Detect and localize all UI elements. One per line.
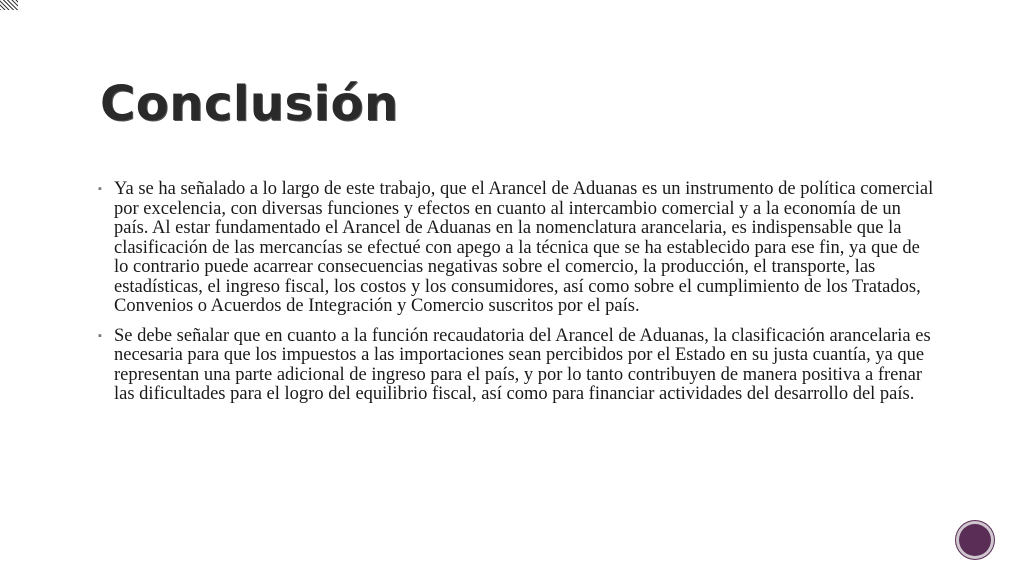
bullet-text: Ya se ha señalado a lo largo de este trabajo, que el Arancel de Aduanas es un instrumento de política comercial por excelencia, con diversas funciones y efectos en cuanto al intercambio comercial y a la economía de un país. Al estar fundamentado el Arancel de Aduanas en la nomenclatura arancelaria, es indispensable que la clasificación de las mercancías se efectué con apego a la técnica que se ha establecido para ese fin, ya que de lo contrario puede acarrear consecuencias negativas sobre el comercio, la producción, el transporte, las estadísticas, el ingreso fiscal, los costos y los consumidores, así como sobre el cumplimiento de los Tratados, Convenios o Acuerdos de Integración y Comercio suscritos por el país. bbox=[114, 179, 934, 316]
bullet-item bbox=[96, 180, 936, 317]
slide-number-badge bbox=[956, 521, 994, 559]
bullet-text: Se debe señalar que en cuanto a la función recaudatoria del Arancel de Aduanas, la clasificación arancelaria es necesaria para que los impuestos a las importaciones sean percibidos por el Estado en su justa cuantía, ya que representan una parte adicional de ingreso para el país, y por lo tanto contribuyen de manera positiva a frenar las dificultades para el logro del equilibrio fiscal, así como para financiar actividades del desarrollo del país. bbox=[114, 325, 931, 404]
bullet-icon: ▪ bbox=[98, 183, 102, 195]
bullet-icon: ▪ bbox=[98, 329, 102, 342]
corner-texture bbox=[0, 0, 18, 10]
slide-title: Conclusión bbox=[100, 76, 399, 132]
bullet-list bbox=[96, 180, 936, 415]
bullet-item bbox=[96, 327, 936, 405]
